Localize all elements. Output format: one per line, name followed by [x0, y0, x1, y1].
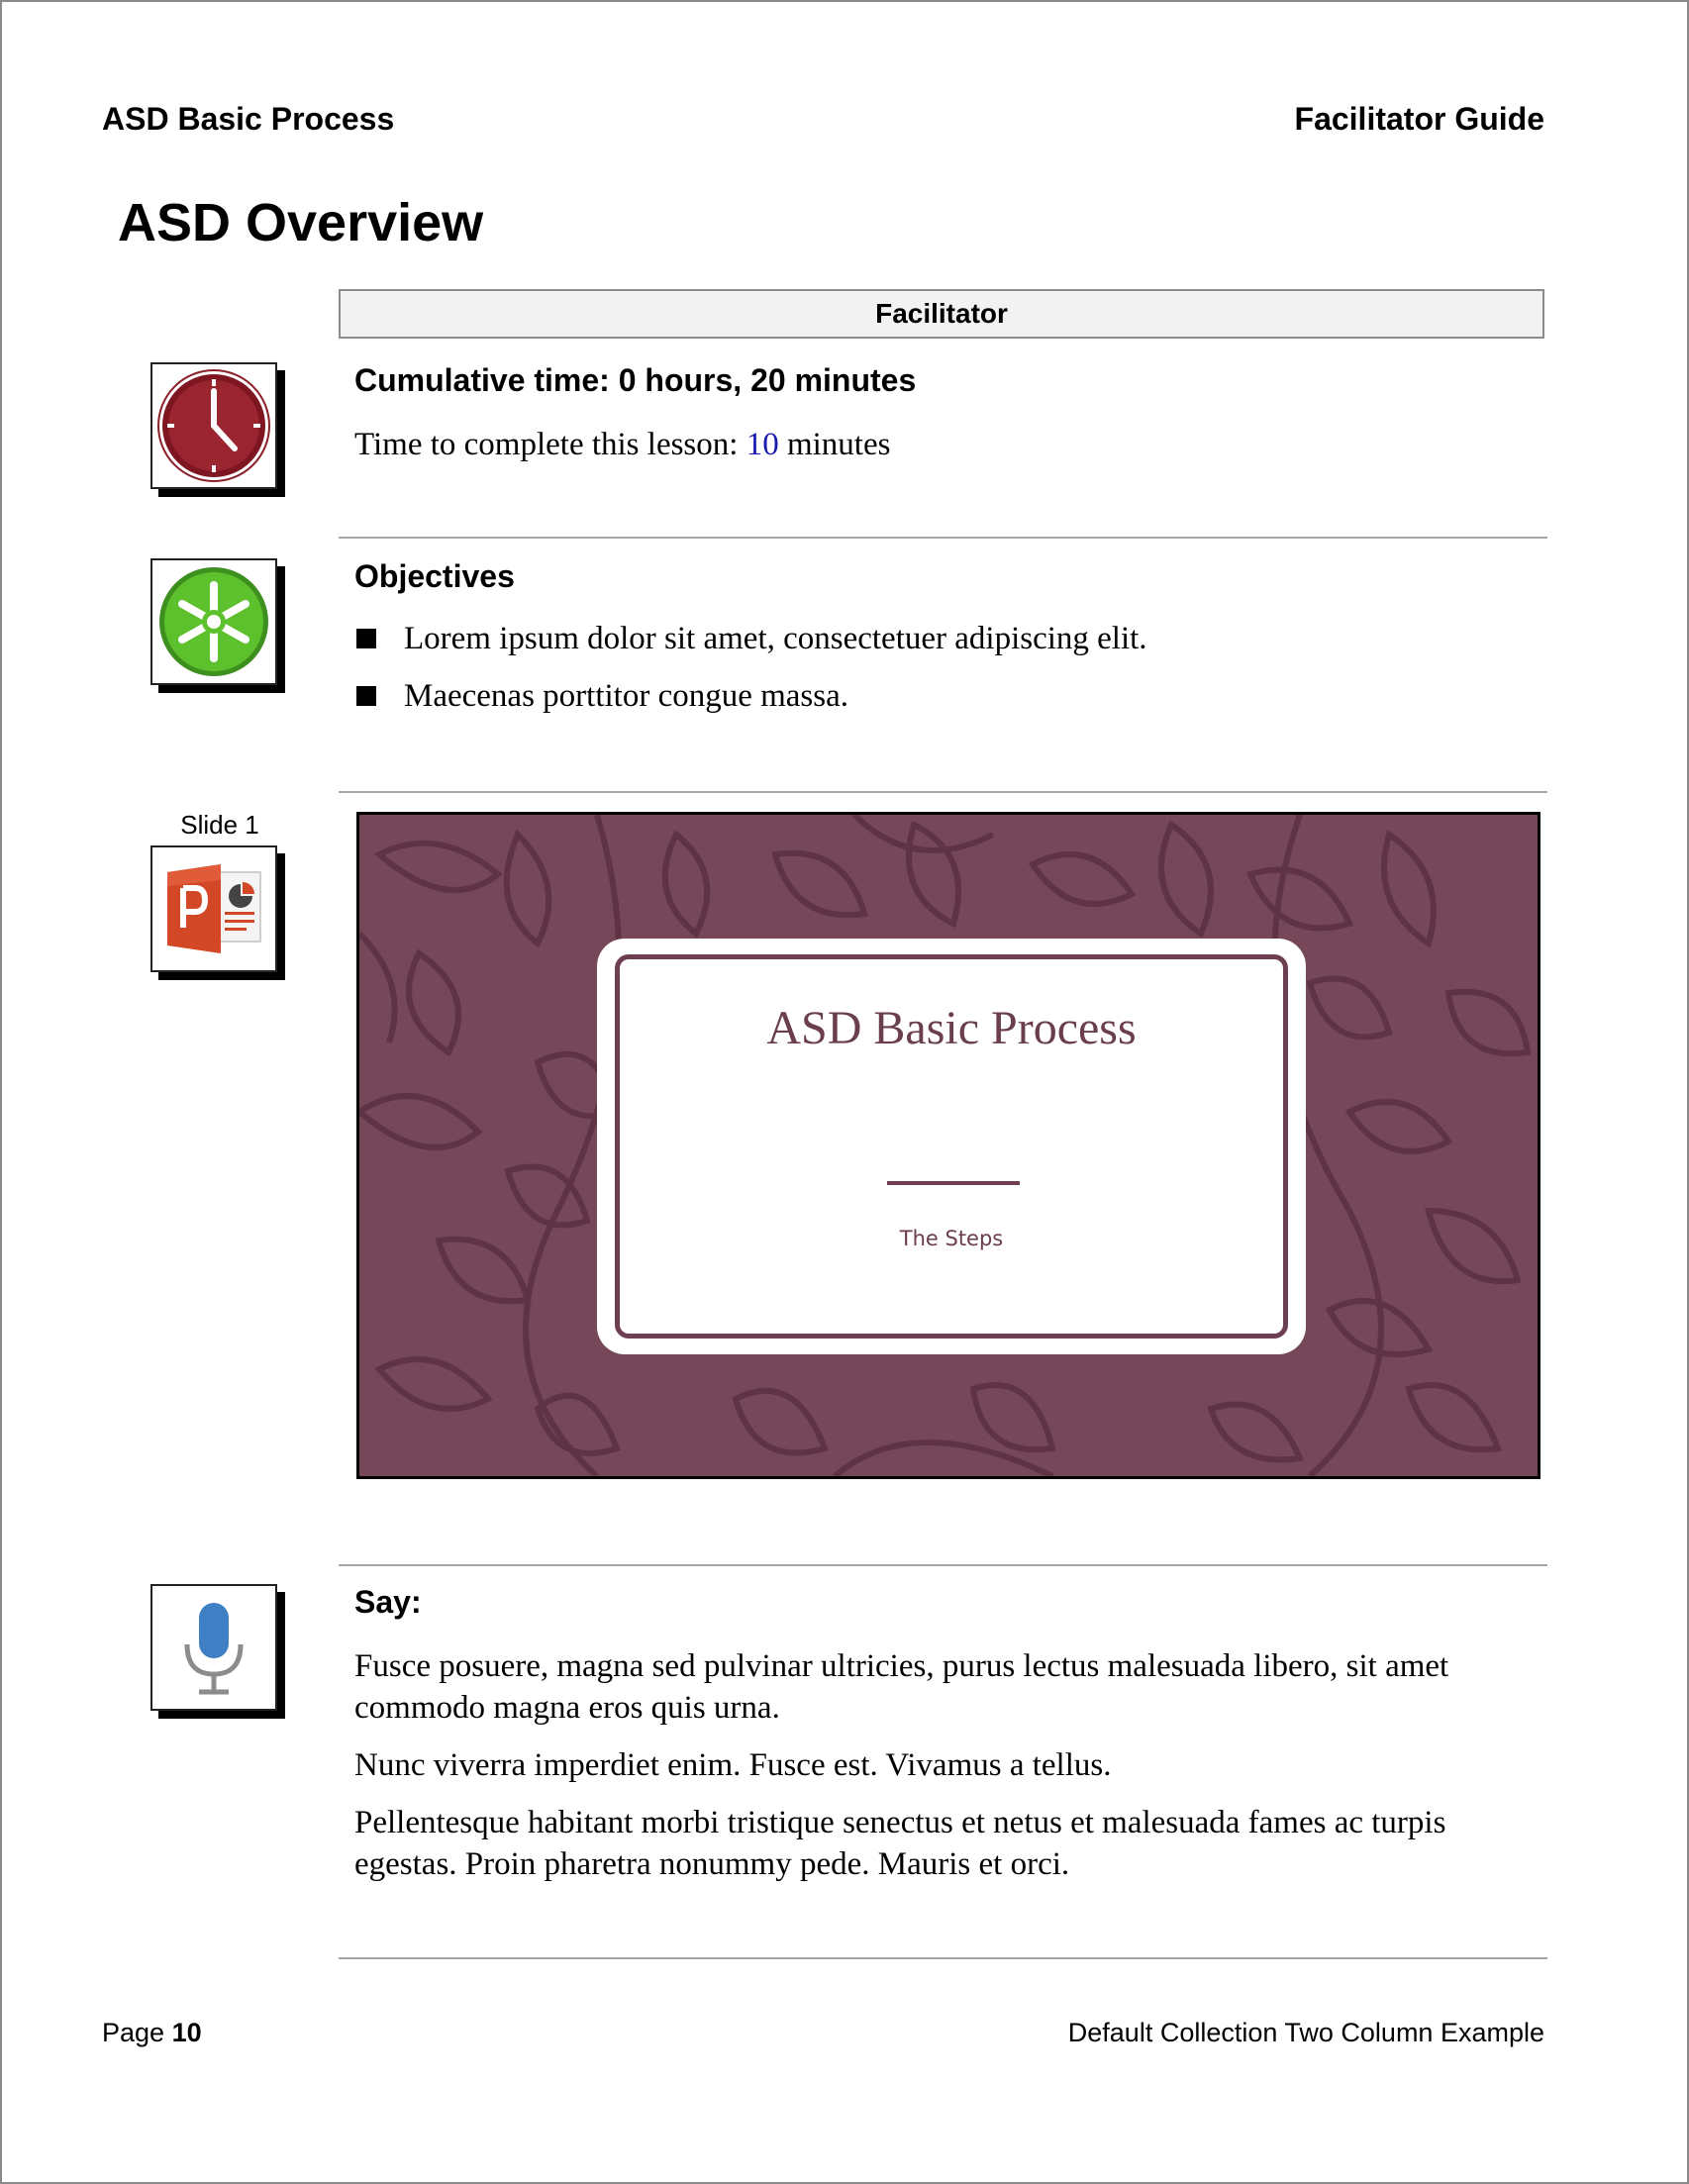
say-paragraph-1: Fusce posuere, magna sed pulvinar ultricies, purus lectus malesuada libero, sit amet commodo magna eros quis urna.: [354, 1648, 1449, 1726]
powerpoint-icon-box: [150, 845, 277, 972]
microphone-icon-box: [150, 1584, 277, 1711]
slide-subtitle: The Steps: [899, 1227, 1004, 1250]
facilitator-bar: Facilitator: [339, 289, 1544, 339]
list-item: [354, 675, 1542, 717]
divider-2: [339, 791, 1547, 793]
list-item: [354, 618, 1542, 659]
cumulative-time-heading: Cumulative time: 0 hours, 20 minutes: [354, 362, 917, 398]
powerpoint-icon: [155, 850, 272, 967]
slide-title: ASD Basic Process: [766, 1002, 1137, 1054]
divider-3: [339, 1564, 1547, 1566]
objectives-heading: Objectives: [354, 558, 515, 594]
footer-right: Default Collection Two Column Example: [1067, 2018, 1544, 2047]
page-title: ASD Overview: [118, 193, 484, 252]
objectives-icon-box: [150, 558, 277, 685]
divider-4: [339, 1957, 1547, 1959]
page-label: Page: [102, 2018, 172, 2047]
slide-title-card: [597, 939, 1306, 1354]
slide-label: Slide 1: [180, 810, 259, 840]
say-paragraph-2: Nunc viverra imperdiet enim. Fusce est. Vivamus a tellus.: [354, 1747, 1112, 1783]
lesson-time-unit: minutes: [778, 427, 891, 462]
lesson-time-text: [354, 424, 890, 465]
page-number-value: 10: [171, 2018, 202, 2047]
microphone-icon: [155, 1589, 272, 1706]
slide-divider: [887, 1181, 1020, 1185]
bullet-icon: [356, 686, 376, 706]
say-heading: Say:: [354, 1584, 422, 1620]
objectives-star-icon: [155, 563, 272, 680]
clock-icon-box: [150, 362, 277, 489]
slide-title-card-inner: [615, 954, 1288, 1339]
header-right: Facilitator Guide: [1294, 101, 1544, 137]
lesson-time-label: Time to complete this lesson:: [354, 427, 746, 462]
lesson-time-minutes[interactable]: 10: [745, 427, 779, 462]
page-number: [102, 2018, 202, 2048]
clock-icon: [155, 367, 272, 484]
bullet-icon: [356, 629, 376, 648]
slide-preview: [356, 812, 1540, 1479]
header-left: ASD Basic Process: [102, 101, 395, 137]
say-paragraph-3: Pellentesque habitant morbi tristique senectus et netus et malesuada fames ac turpis egestas. Proin pharetra nonummy pede. Mauris et orci.: [354, 1805, 1446, 1882]
divider-1: [339, 537, 1547, 539]
objective-text: Lorem ipsum dolor sit amet, consectetuer adipiscing elit.: [404, 621, 1147, 656]
objective-text: Maecenas porttitor congue massa.: [404, 678, 849, 714]
